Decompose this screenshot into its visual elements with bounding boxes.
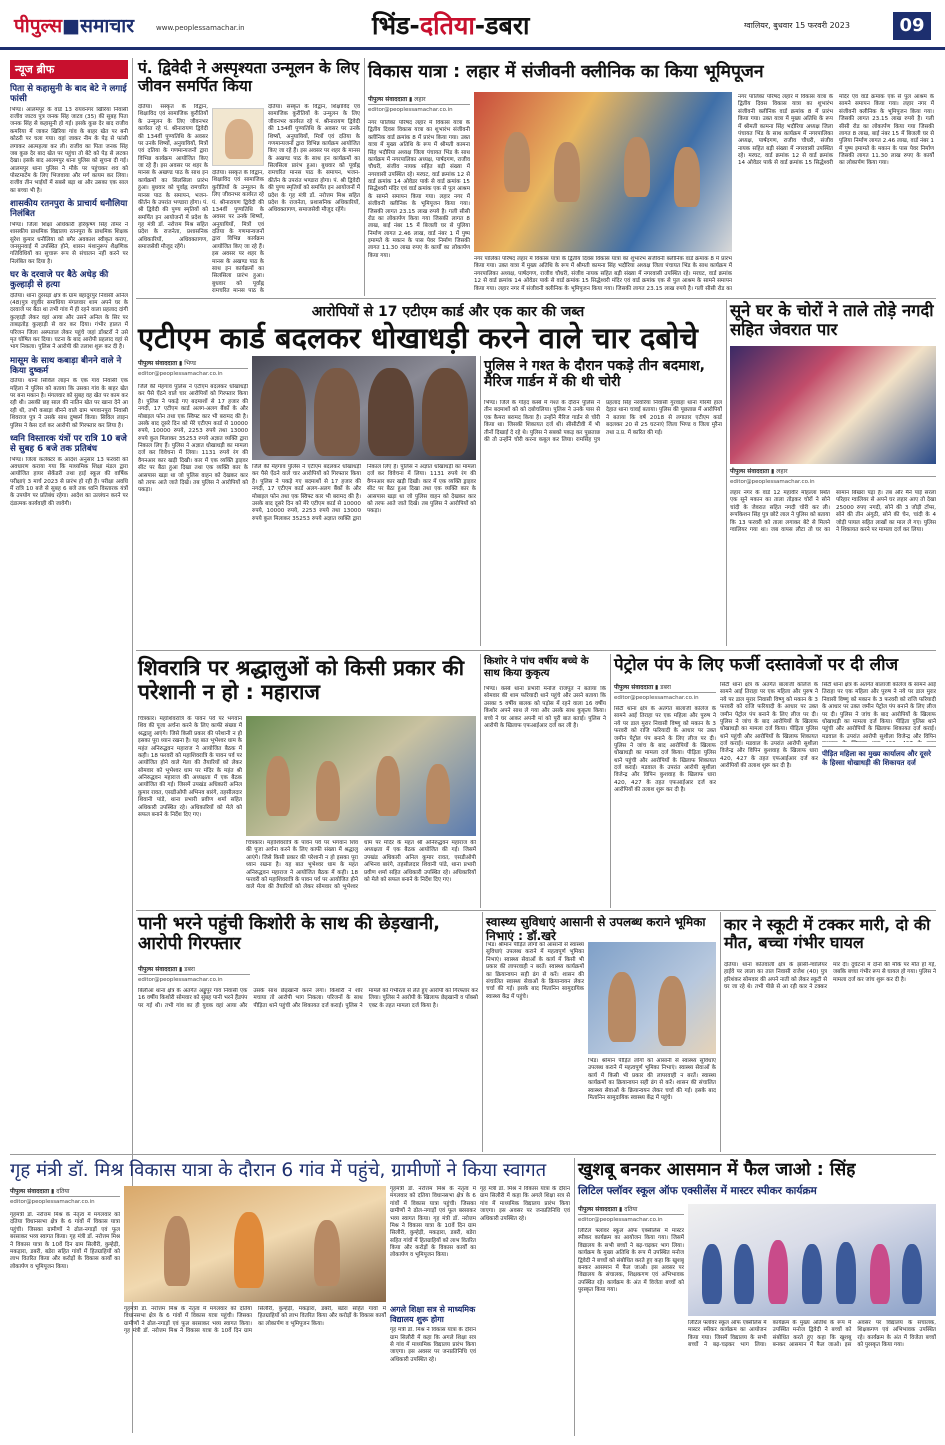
article-headline-petrol: पेट्रोल पंप के लिए फर्जी दस्तावेजों पर दी लीज xyxy=(614,655,899,675)
brief-item xyxy=(10,356,128,430)
column-divider xyxy=(480,654,481,908)
section-divider xyxy=(10,1154,936,1155)
byline-lahar xyxy=(368,94,470,115)
accused-portrait xyxy=(314,368,360,456)
brief-body: भिण्ड। जिला शिक्षा अधिकारी हरिकृष्ण सिंह तोमर ने शासकीय प्राथमिक विद्यालय रतनपुरा के प्राथमिक शिक्षक सुरेश कुमार धनौलिया को बगैर अवकाश स्वीकृत कराए, जनसुनवाई में उपस्थित होने, शासन मंशानुरूप शैक्षणिक गतिविधियों का सुचारू रूप से संचालन नहीं करने पर निलंबित कर दिया है। xyxy=(10,221,128,265)
article-body-khare-col1: भिंड। श्रीमान पीड़ित लोगों को आसानी से स्वास्थ्य सुविधाएं उपलब्ध कराने में महत्वपूर्ण भूमिका निभाएं। स्वास्थ्य सेवाओं के कार्य में किसी भी प्रकार की लापरवाही न बरतें। स्वास्थ्य कार्यक्रमों का क्रियान्वयन सही ढंग से करें। शासन की संचालित स्वास्थ्य सेवाओं के क्रियान्वयन लेकर चर्चा की गई। इसके बाद मितानिन सामुदायिक स्वास्थ्य केंद्र में पहुंचे। xyxy=(486,942,584,1000)
byline-source: पीपुल्स संवाददाता xyxy=(578,1206,618,1213)
brief-headline: शासकीय रतनपुरा के प्राचार्य धनौलिया निलंबित xyxy=(10,199,128,220)
website-url: www.peoplessamachar.in xyxy=(156,24,245,32)
byline-atm xyxy=(138,358,248,379)
column-divider xyxy=(720,912,721,1152)
photo-person xyxy=(504,132,530,192)
byline-source: पीपुल्स संवाददाता xyxy=(138,966,178,973)
brief-body: दतिया। थाना दुरसड़ा क्षेत्र के ग्राम बहादुरपुर निवासी अनिल (48)पुत्र रघुवीर समाधिया मंगलवार शाम अपने घर के दरवाजे पर बैठा था तभी गांव में ही रहने वाला प्रहलाद दांगी कुल्हाड़ी लेकर वहां आया और उसने अनिल के सिर पर ताबड़तोड़ कुल्हाड़ी से वार कर दिया। गंभीर हालत में परिजन जिला अस्पताल लेकर पहुंचे जहां डॉक्टरों ने उसे मृत घोषित कर दिया। घटना के बाद आरोपी प्रहलाद वहां से भाग निकला। पुलिस ने आरोपी की तलाश शुरू कर दी है। xyxy=(10,292,128,351)
brief-item xyxy=(10,270,128,352)
brief-item xyxy=(10,434,128,508)
article-body-kishor: भिण्ड। कस्बे थाना प्रभारी मनोज राजपूत ने बताया कि सोमवार की शाम फरियादी थाने पहुंचे और उसने बताया कि उसका 5 वर्षीय बालक को पड़ोस में रहने वाला 16 वर्षीय किशोर अपने साथ ले गया और उसके साथ कुकृत्य किया। बच्चे ने घर आकर अपनी मां को पूरी बात बताई। पुलिस ने आरोपी के खिलाफ एफआईआर दर्ज कर ली है। xyxy=(484,686,606,729)
article-headline-gohad: पुलिस ने गश्त के दौरान पकड़े तीन बदमाश, मैरिज गार्डन में की थी चोरी xyxy=(484,358,706,391)
article-body-minister-col1: गृहमंत्री डॉ. नरोत्तम मिश्र के नेतृत्व में मंगलवार को दतिया विधानसभा क्षेत्र के 6 गांवों में विकास यात्रा पहुंची। जिसका ग्रामीणों ने ढोल-नगाड़ों एवं फूल बरसाकर भव्य स्वागत किया। गृह मंत्री डॉ. नरोत्तम मिश्र ने विकास यात्रा के 10वें दिन ग्राम सिलौरी, कुम्हेड़ी, मकड़ारा, डबरी, बडेरा सहित गांवों में हितग्राहियों को लाभ वितरित किया और करोड़ों के विकास कार्यों का लोकार्पण व भूमिपूजन किया। xyxy=(10,1212,120,1270)
byline-place: डबरा xyxy=(184,966,195,973)
column-divider xyxy=(726,300,727,646)
dwivedi-portrait xyxy=(212,108,264,166)
article-body-atm-col1: जिले की मेहगांव पुलिस ने एटीएम बदलकर धोखाधड़ी कर पैसे ऐंठने वाले चार आरोपियों को गिरफ्तार किया है। पुलिस ने पकड़े गए बदमाशों से 17 हजार की नगदी, 17 एटीएम कार्ड अलग-अलग बैंकों के और मोबाइल फोन तथा एक स्विफ्ट कार भी बरामद की है। उसके बाद दूसरे दिन को मेरे एटीएम कार्ड से 10000 रुपये, 10000 रुपये, 2253 रुपये तथा 13000 रुपये कुल मिलाकर 35253 रुपये अज्ञात व्यक्ति द्वारा निकाल लिए हैं। पुलिस ने अज्ञात धोखाधड़ी का मामला दर्ज कर विवेचना में लिया। 1131 रुपये रंग की वैगनआर कार खड़ी दिखी। कार में एक व्यक्ति ड्राइवर सीट पर बैठा हुआ दिखा तथा एक व्यक्ति कार के आसपास खड़ा था जो पुलिस वाहन को देखकर कार को तरफ आते जाते दिखे। तब पुलिस ने आरोपियों को पकड़ा। xyxy=(138,384,248,494)
article-body-dwivedi-col3: दतिया। संस्कृत के विद्वान, शिक्षाविद एवं सामाजिक कुरीतियों के उन्मूलन के लिए जीवनभर कार्यरत रहे पं. श्रीनारायण द्विवेदी की 134वीं पुण्यतिथि के अवसर पर उनके शिष्यों, अनुयायियों, मित्रों एवं दतिया के गणमान्यजनों द्वारा विभिन्न कार्यक्रम आयोजित किए जा रहे हैं। इस अवसर पर शहर के मानस के अखण्ड पाठ के साथ इन कार्यक्रमों का सिलसिला प्रारंभ हुआ। बुधवार को पूर्वाह्न रामचरित मानस पाठ के समापन, भजन-कीर्तन के उपरांत भण्डारा होगा। पं. श्री द्विवेदी की पुण्य स्मृतियों को समर्पित इन आयोजनों में प्रदेश के गृह मंत्री डॉ. नरोत्तम मिश्र सहित प्रदेश के राजनेता, प्रशासनिक अधिकारियों, अधिवक्तागण, समाजसेवी मौजूद रहेंगे। xyxy=(268,104,360,214)
brief-item xyxy=(10,199,128,266)
byline-email: editor@peoplessamachar.co.in xyxy=(10,1199,95,1205)
newspaper-logo: पीपुल्स■समाचार xyxy=(14,15,134,37)
edition-part-a: भिंड- xyxy=(372,11,420,40)
article-body-dwivedi-col1: दतिया। संस्कृत के विद्वान, शिक्षाविद एवं सामाजिक कुरीतियों के उन्मूलन के लिए जीवनभर कार्यरत रहे पं. श्रीनारायण द्विवेदी की 134वीं पुण्यतिथि के अवसर पर उनके शिष्यों, अनुयायियों, मित्रों एवं दतिया के गणमान्यजनों द्वारा विभिन्न कार्यक्रम आयोजित किए जा रहे हैं। इस अवसर पर शहर के मानस के अखण्ड पाठ के साथ इन कार्यक्रमों का सिलसिला प्रारंभ हुआ। बुधवार को पूर्वाह्न रामचरित मानस पाठ के समापन, भजन-कीर्तन के उपरांत भण्डारा होगा। पं. श्री द्विवेदी की पुण्य स्मृतियों को समर्पित इन आयोजनों में प्रदेश के गृह मंत्री डॉ. नरोत्तम मिश्र सहित प्रदेश के राजनेता, प्रशासनिक अधिकारियों, अधिवक्तागण, समाजसेवी मौजूद रहेंगे। xyxy=(138,104,208,251)
byline-place: लहार xyxy=(776,468,788,475)
article-body-theft: लहार नगर के वार्ड 12 महावीर मोहल्ला स्थित एक सूने मकान का ताला तोड़कर चोरों ने सोने चांदी के जेवरात सहित नगदी चोरी कर ली। रूपकिशन सिंह पुत्र छोटे लाल ने पुलिस को बताया कि 13 फरवरी को ताला लगाकर बेटे से मिलने ग्वालियर गया था। जब वापस लौटा तो घर का सामान बिखरा पड़ा है। तब और मैंने पाई सरला परिहार ग्वालियर से अपने घर लहार आए तो देखा 25000 रुपए नगदी, सोने की 3 जोड़ी टॉप्स, सोने की तीन अंगूठी, सोने की चेन, चांदी के 4 जोड़ी पायल सहित लाखों का माल ले गए। पुलिस ने शिकायत करने पर मामला दर्ज कर लिया। xyxy=(730,490,936,533)
byline-email: editor@peoplessamachar.co.in xyxy=(138,977,223,983)
logo-part-a: पीपुल्स xyxy=(14,15,63,37)
byline-source: पीपुल्स संवाददाता xyxy=(730,468,770,475)
article-body-petrol-col1: सिटी थाना क्षेत्र के अंतर्गत बालाजी कॉलेज के सामने आई तिराहा पर एक महिला और पुरुष ने नये पर डाल मुरार निवासी विष्णु को मकान के 3 फरवरी को राजि फरियादी के आधार पर उक्त जमीन पेट्रोल पंप बनाने के लिए लीज पर दी। पुलिस ने जांच के बाद आरोपियों के खिलाफ धोखाधड़ी का मामला दर्ज किया। पीड़िता पुलिस थाने पहुंची और आरोपियों के खिलाफ शिकायत दर्ज कराई। मडवाल के उपरांत आरोपी सुशीला विजेन्द्र और विपिन कुशवाह के खिलाफ धारा 420, 427 के तहत एफआईआर दर्ज कर आरोपियों की तलाश शुरू कर दी है। xyxy=(614,706,716,794)
photo-person xyxy=(164,1216,190,1286)
photo-person xyxy=(674,147,700,207)
school-event-photo xyxy=(688,1204,936,1316)
photo-person xyxy=(624,137,650,197)
article-headline-shivratri: शिवरात्रि पर श्रद्धालुओं को किसी प्रकार की परेशानी न हो : महाराज xyxy=(138,656,465,705)
column-divider xyxy=(480,356,481,646)
article-body-shivratri-col1: चित्रकार। महाशिवरात्रि के पावन पर्व पर भगवान शिव की पूजा अर्चना करने के लिए काफी संख्या में श्रद्धालु आएंगे। जिसे किसी प्रकार की परेशानी न हो इसका पूरा ध्यान रखना है। यह बात भूभेश्वर धाम के महंत अनिरुद्धवन महाराज ने आयोजित बैठक में कही। 18 फरवरी को महाशिवरात्रि के पावन पर्व पर आयोजित होने वाले मेला की तैयारियों को लेकर सोमवार को भूभेश्वर धाम पर मंदिर के महंत श्री अनिरुद्धवन महाराज की अध्यक्षता में एक बैठक आयोजित की गई। जिसमें उपखंड अधिकारी अनिल कुमार रावत, एसडीओपी अभिनव बारंगे, तहसीलदार शिवानी पांडे, थाना प्रभारी प्रवीण शर्मा सहित अधिकारी उपस्थित रहे। अधिकारियों को मेले को सफल बनाने के निर्देश दिए गए। xyxy=(138,716,242,818)
photo-person xyxy=(836,1242,856,1304)
shivratri-meeting-photo xyxy=(246,716,476,836)
photo-person xyxy=(426,764,450,824)
edition-part-b: दतिया xyxy=(419,11,475,40)
article-body-gohad: भिण्ड। जिले के गोहद कस्बे में गश्त के दौरान पुलिस ने तीन बदमाशों को को दबोचलिया। पुलिस ने उनके पास से एक कैमरा बरामद किया है। उन्होंने मैरिज गार्डन से चोरी किया था। जिसकी शिकायत दर्ज थी। सीसीटीवी में भी तीनों दिखाई दे रहे थे। पुलिस ने सबको पकड़ कर पूछताछ की तो उन्होंने चोरी करना कबूल कर लिया। रामसिंह पुत्र प्रहलाद सिंह नरवरिया निवासी गुरवाहा थाना गोरमी हाल देहात थाना चावई बताया। पुलिस की पूछताछ में आरोपियों ने बताया कि वर्ष 2018 से लगातार एटीएम कार्ड बदलकर 20 से 25 घटनाएं जिला भिण्ड व जिला मुरैना तथा उ.प्र. में कारित की गई। xyxy=(484,400,722,443)
byline: पीपुल्स संवाददाता ▮ भिण्ड xyxy=(138,358,248,369)
brief-body: भिण्ड। आलमपुर के वार्ड 13 रायवनगर खिरिया निवासी राजीव जाटव पुत्र जनक सिंह जाटव (35) की सुबह पिता जनक सिंह से कहासुनी हो गई। इसके कुछ देर बाद राजीव कमरिया में जाकर खिरिया गांव के बाहर खेत पर बनी कोठरी पर चला गया। वहां जाकर नीम के पेड़ से फांसी लगाकर आत्महत्या कर ली। राजीव का पिता जनक सिंह जब कुछ देर बाद खेत पर पहुंचा तो बेटे को पेड़ से लटका देखा। इसके बाद आलमपुर थाना पुलिस को सूचना दी गई। आलमपुर थाना पुलिस ने मौके पर पहुंचकर शव को पोस्टमार्टम के लिए भिजवाया और मर्ग कायम कर लिया। राजीव तीन भाईयों में सबसे बड़ा था और उसका एक साल का बच्चा भी है। xyxy=(10,106,128,194)
lahar-event-photo xyxy=(474,92,732,252)
article-body-minister-col4: गृह मंत्री डॉ. मिश्र ने विकास यात्रा के दौरान ग्राम सिलौरी में कहा कि अगले शिक्षा सत्र से गांव में माध्यमिक विद्यालय प्रारंभ किया जाएगा। इस अवसर पर जनप्रतिनिधि एवं अधिकारी उपस्थित रहे। xyxy=(480,1186,570,1222)
photo-person xyxy=(902,1244,922,1304)
minister-sub-body: गृह मंत्री डॉ. मिश्र ने विकास यात्रा के दौरान ग्राम सिलौरी में कहा कि अगले शिक्षा सत्र से गांव में माध्यमिक विद्यालय प्रारंभ किया जाएगा। इस अवसर पर जनप्रतिनिधि एवं अधिकारी उपस्थित रहे। xyxy=(390,1327,476,1363)
page-number: 09 xyxy=(893,12,931,40)
article-subheadline-school: लिटिल फ्लॉवर स्कूल ऑफ एक्सीलेंस में मास्टर स्पीकर कार्यक्रम xyxy=(578,1185,817,1197)
article-body-school-col1: लिटिल फ्लॉवर स्कूल ऑफ एक्सीलेंस में मास्टर स्पीकर कार्यक्रम का आयोजन किया गया। जिसमें विद्यालय के सभी बच्चों ने बढ़-चढ़कर भाग लिया। कार्यक्रम के मुख्य अतिथि के रूप में उपस्थित मनोज द्विवेदी ने बच्चों को संबोधित करते हुए कहा कि खुशबू बनकर आसमान में फैल जाओ। इस अवसर पर विद्यालय के संचालक, शिक्षकगण एवं अभिभावक उपस्थित रहे। कार्यक्रम के अंत में विजेता बच्चों को पुरस्कृत किया गया। xyxy=(578,1228,684,1293)
article-body-khare-col2: भिंड। श्रीमान पीड़ित लोगों को आसानी से स्वास्थ्य सुविधाएं उपलब्ध कराने में महत्वपूर्ण भूमिका निभाएं। स्वास्थ्य सेवाओं के कार्य में किसी भी प्रकार की लापरवाही न बरतें। स्वास्थ्य कार्यक्रमों का क्रियान्वयन सही ढंग से करें। शासन की संचालित स्वास्थ्य सेवाओं के क्रियान्वयन लेकर चर्चा की गई। इसके बाद मितानिन सामुदायिक स्वास्थ्य केंद्र में पहुंचे। xyxy=(588,1058,716,1101)
section-divider xyxy=(136,298,936,299)
photo-person xyxy=(266,756,290,816)
byline-place: दतिया xyxy=(624,1206,638,1213)
news-brief-tag: न्यूज ब्रीफ xyxy=(10,60,128,79)
photo-person xyxy=(802,1244,822,1304)
byline-place: डबरा xyxy=(660,684,671,691)
byline: पीपुल्स संवाददाता ▮ दतिया xyxy=(10,1186,120,1197)
article-headline-kishori: पानी भरने पहुंची किशोरी के साथ की छेड़खानी, आरोपी गिरफ्तार xyxy=(138,914,440,955)
byline-petrol xyxy=(614,682,716,703)
byline-place: लहार xyxy=(414,96,426,103)
article-body-accident: दतिया। थाना कोतवाली क्षेत्र के झांसी-ग्वालियर हाईवे पर लाला का ताल निवासी राजेश (40) पुत्र हरिशंकर सोमवार की अपने नाती को लेकर स्कूटी से घर जा रहे थे। तभी पीछे से आ रही कार ने टक्कर मार दी। दुर्घटना में दोनों की मौके पर मौत हो गई, जबकि बच्चा गंभीर रूप से घायल हो गया। पुलिस ने मामला दर्ज कर जांच शुरू कर दी है। xyxy=(724,962,936,991)
brief-body: भिण्ड। जिला कलेक्टर के आदेश अनुसार 13 फरवरी को अवधारण कराया गया कि माध्यमिक शिक्षा मंडल द्वारा आयोजित हायर सेकेंडरी तथा हाई स्कूल की वार्षिक परीक्षाएं 3 मार्च 2023 से प्रारंभ हो रही हैं। परीक्षा अवधि में रात्रि 10 बजे से सुबह 6 बजे तक ध्वनि विस्तारक यंत्रों के उपयोग पर प्रतिबंध रहेगा। आदेश का उल्लंघन करने पर दंडात्मक कार्यवाही की जावेगी। xyxy=(10,456,128,507)
petrol-sidebar-text: पीड़ित महिला का मुख्य कार्यालय और दूसरे के हिस्सा धोखाधड़ी की शिकायत दर्ज xyxy=(822,746,936,768)
photo-person xyxy=(734,1244,754,1304)
article-body-minister-col2: गृहमंत्री डॉ. नरोत्तम मिश्र के नेतृत्व में मंगलवार को दतिया विधानसभा क्षेत्र के 6 गांवों में विकास यात्रा पहुंची। जिसका ग्रामीणों ने ढोल-नगाड़ों एवं फूल बरसाकर भव्य स्वागत किया। गृह मंत्री डॉ. नरोत्तम मिश्र ने विकास यात्रा के 10वें दिन ग्राम सिलौरी, कुम्हेड़ी, मकड़ारा, डबरी, बडेरा सहित गांवों में हितग्राहियों को लाभ वितरित किया और करोड़ों के विकास कार्यों का लोकार्पण व भूमिपूजन किया। xyxy=(124,1306,386,1335)
accused-portrait xyxy=(422,368,468,456)
photo-person xyxy=(554,142,580,202)
byline-place: दतिया xyxy=(56,1188,70,1195)
column-divider xyxy=(574,1158,575,1436)
photo-person xyxy=(234,1212,264,1288)
article-headline-accident: कार ने स्कूटी में टक्कर मारी, दो की मौत, बच्चा गंभीर घायल xyxy=(724,915,931,953)
dateline: ग्वालियर, बुधवार 15 फरवरी 2023 xyxy=(744,21,850,30)
brief-headline: घर के दरवाजे पर बैठे अधेड़ की कुल्हाड़ी से हत्या xyxy=(10,270,109,291)
photo-person xyxy=(316,761,340,821)
brief-headline: मासूम के साथ कबाड़ा बीनने वाले ने किया दुष्कर्म xyxy=(10,355,122,376)
photo-person xyxy=(702,1244,722,1304)
byline-source: पीपुल्स संवाददाता xyxy=(368,96,408,103)
byline: पीपुल्स संवाददाता ▮ दतिया xyxy=(578,1204,684,1215)
photo-person xyxy=(870,1244,890,1304)
article-body-petrol-col2: सिटी थाना क्षेत्र के अंतर्गत बालाजी कॉलेज के सामने आई तिराहा पर एक महिला और पुरुष ने नये पर डाल मुरार निवासी विष्णु को मकान के 3 फरवरी को राजि फरियादी के आधार पर उक्त जमीन पेट्रोल पंप बनाने के लिए लीज पर दी। पुलिस ने जांच के बाद आरोपियों के खिलाफ धोखाधड़ी का मामला दर्ज किया। पीड़िता पुलिस थाने पहुंची और आरोपियों के खिलाफ शिकायत दर्ज कराई। मडवाल के उपरांत आरोपी सुशीला विजेन्द्र और विपिन कुशवाह के खिलाफ धारा 420, 427 के तहत एफआईआर दर्ज कर आरोपियों की तलाश शुरू कर दी है। xyxy=(720,682,818,770)
photo-person xyxy=(376,756,400,816)
byline-place: भिण्ड xyxy=(184,360,197,367)
column-divider xyxy=(610,654,611,908)
article-body-lahar-col1: नगर पालिका परिषद लहार में विकास यात्रा के द्वितीय दिवस विकास यात्रा का शुभारंभ संजीवनी क्लीनिक वार्ड क्रमांक 8 में प्रारंभ किया गया। उक्त यात्रा में मुख्य अतिथि के रूप में श्रीमती कामना सिंह भदौरिया अध्यक्ष जिला पंचायत भिंड के साथ कार्यक्रम में नगरपालिका अध्यक्ष, पार्षदगण, राजीव चौधरी, संजीव नायक सहित बड़ी संख्या में नगरवासी उपस्थित रहे। मरघट, वार्ड क्रमांक 12 से वार्ड क्रमांक 14 ओवेडर पार्क से वार्ड क्रमांक 15 सिद्धेश्वरी मंदिर एवं वार्ड क्रमांक एक से पुल आश्रम के सामने समापन किया गया। लहार नगर में संजीवनी क्लीनिक के भूमिपूजन किया गया। जिसकी लागत 23.15 लाख रुपये है। गली सीसी रोड का लोकार्पण किया गया जिसकी लागत 8 लाख, बाई नंबर 15 में बिजली घर से पुलिया निर्माण लागत 2.46 लाख, वार्ड नंबर 1 में पुष्प इमामते के मकान के पास पेवर निर्माण जिसकी लागत 11.30 लाख रुपए के कार्यों का लोकार्पण किया गया। xyxy=(368,120,470,259)
article-headline-minister: गृह मंत्री डॉ. मिश्र विकास यात्रा के दौरान 6 गांव में पहुंचे, ग्रामीणों ने किया स्वागत xyxy=(10,1160,547,1181)
article-body-lahar-caption: नगर पालिका परिषद लहार में विकास यात्रा के द्वितीय दिवस विकास यात्रा का शुभारंभ संजीवनी क्लीनिक वार्ड क्रमांक 8 में प्रारंभ किया गया। उक्त यात्रा में मुख्य अतिथि के रूप में श्रीमती कामना सिंह भदौरिया अध्यक्ष जिला पंचायत भिंड के साथ कार्यक्रम में नगरपालिका अध्यक्ष, पार्षदगण, राजीव चौधरी, संजीव नायक सहित बड़ी संख्या में नगरवासी उपस्थित रहे। मरघट, वार्ड क्रमांक 12 से वार्ड क्रमांक 14 ओवेडर पार्क से वार्ड क्रमांक 15 सिद्धेश्वरी मंदिर एवं वार्ड क्रमांक एक से पुल आश्रम के सामने समापन किया गया। लहार नगर में संजीवनी क्लीनिक के भूमिपूजन किया गया। जिसकी लागत 23.15 लाख रुपये है। गली सीसी रोड का xyxy=(474,256,732,292)
article-body-atm-col2: जिले की मेहगांव पुलिस ने एटीएम बदलकर धोखाधड़ी कर पैसे ऐंठने वाले चार आरोपियों को गिरफ्तार किया है। पुलिस ने पकड़े गए बदमाशों से 17 हजार की नगदी, 17 एटीएम कार्ड अलग-अलग बैंकों के और मोबाइल फोन तथा एक स्विफ्ट कार भी बरामद की है। उसके बाद दूसरे दिन को मेरे एटीएम कार्ड से 10000 रुपये, 10000 रुपये, 2253 रुपये तथा 13000 रुपये कुल मिलाकर 35253 रुपये अज्ञात व्यक्ति द्वारा निकाल लिए हैं। पुलिस ने अज्ञात धोखाधड़ी का मामला दर्ज कर विवेचना में लिया। 1131 रुपये रंग की वैगनआर कार खड़ी दिखी। कार में एक व्यक्ति ड्राइवर सीट पर बैठा हुआ दिखा तथा एक व्यक्ति कार के आसपास खड़ा था जो पुलिस वाहन को देखकर कार को तरफ आते जाते दिखे। तब पुलिस ने आरोपियों को पकड़ा। xyxy=(252,464,476,522)
byline: पीपुल्स संवाददाता ▮ डबरा xyxy=(138,964,250,975)
byline-school xyxy=(578,1204,684,1225)
theft-scene-photo xyxy=(730,346,936,464)
article-body-kishori: बिलौआ थाना क्षेत्र के अंतर्गत अड्डूपुर गांव निवासी एक 16 वर्षीय किशोरी सोमवार को सुबह पानी भरने हैंडपंप पर गई थी। तभी गांव का ही युवक वहां आया और उसके साथ छेड़खानी करने लगा। किशोरी ने शोर मचाया तो आरोपी भाग निकला। परिजनों के साथ पीड़िता थाने पहुंची और शिकायत दर्ज कराई। पुलिस ने मामले को गंभीरता से लेते हुए आरोपी को गिरफ्तार कर लिया। पुलिस ने आरोपी के खिलाफ छेड़खानी व पॉक्सो एक्ट के तहत मामला दर्ज किया है। xyxy=(138,988,478,1009)
photo-person xyxy=(768,1240,788,1304)
photo-person xyxy=(608,972,636,1042)
byline-email: editor@peoplessamachar.co.in xyxy=(578,1217,663,1223)
article-headline-khare: स्वास्थ्य सुविधाएं आसानी से उपलब्ध कराने भूमिका निभाएं : डॉ.खरे xyxy=(486,915,706,943)
byline: पीपुल्स संवाददाता ▮ डबरा xyxy=(614,682,716,693)
logo-part-b: समाचार xyxy=(80,15,134,37)
khare-photo xyxy=(588,942,716,1054)
column-divider xyxy=(482,912,483,1152)
brief-item xyxy=(10,84,128,195)
brief-body: दतिया। थाना सिविल लाइन के एक गांव निवासी एक महिला ने पुलिस को बताया कि उसका गांव के बाहर खेत पर बना मकान है। मंगलवार को सुबह वह खेत पर काम कर रही थी। उसकी छह साल की नातिन खेत पर खाना देने आ रही थी, तभी कबाड़ा बीनने वाले ग्राम भगवानपुरा निवासी शिवराज पुत्र ने उसके साथ दुष्कर्म किया। सिविल लाइन पुलिस ने केस दर्ज कर आरोपी को गिरफ्तार कर लिया है। xyxy=(10,378,128,429)
article-headline-theft: सूने घर के चोरों ने ताले तोड़े नगदी सहित जेवरात पार xyxy=(730,301,934,339)
brief-headline: पिता से कहासुनी के बाद बेटे ने लगाई फांसी xyxy=(10,84,127,105)
article-body-petrol-col3: सिटी थाना क्षेत्र के अंतर्गत बालाजी कॉलेज के सामने आई तिराहा पर एक महिला और पुरुष ने नये पर डाल मुरार निवासी विष्णु को मकान के 3 फरवरी को राजि फरियादी के आधार पर उक्त जमीन पेट्रोल पंप बनाने के लिए लीज पर दी। पुलिस ने जांच के बाद आरोपियों के खिलाफ धोखाधड़ी का मामला दर्ज किया। पीड़िता पुलिस थाने पहुंची और आरोपियों के खिलाफ शिकायत दर्ज कराई। मडवाल के उपरांत आरोपी सुशीला विजेन्द्र और विपिन xyxy=(822,682,936,740)
article-headline-dwivedi: पं. द्विवेदी ने अस्पृश्यता उन्मूलन के लिए जीवन समर्पित किया xyxy=(138,59,360,95)
byline: पीपुल्स संवाददाता ▮ लहार xyxy=(730,466,936,477)
article-headline-atm: एटीएम कार्ड बदलकर धोखाधड़ी करने वाले चार दबोचे xyxy=(138,321,698,355)
section-divider xyxy=(136,910,936,911)
petrol-sidebar xyxy=(822,682,936,906)
photo-person xyxy=(658,976,686,1046)
section-divider xyxy=(136,650,936,651)
photo-person xyxy=(314,1220,340,1286)
atm-kicker: आरोपियों से 17 एटीएम कार्ड और एक कार की जब्त xyxy=(311,304,585,320)
byline-email: editor@peoplessamachar.co.in xyxy=(368,107,453,113)
minister-subheadline: अगले शिक्षा सत्र से माध्यमिक विद्यालय शुरू होगा xyxy=(390,1305,476,1324)
masthead xyxy=(0,0,945,50)
byline: पीपुल्स संवाददाता ▮ लहार xyxy=(368,94,470,105)
byline-kishori xyxy=(138,964,250,985)
column-divider xyxy=(364,58,365,296)
article-body-minister-col3: गृहमंत्री डॉ. नरोत्तम मिश्र के नेतृत्व में मंगलवार को दतिया विधानसभा क्षेत्र के 6 गांवों में विकास यात्रा पहुंची। जिसका ग्रामीणों ने ढोल-नगाड़ों एवं फूल बरसाकर भव्य स्वागत किया। गृह मंत्री डॉ. नरोत्तम मिश्र ने विकास यात्रा के 10वें दिन ग्राम सिलौरी, कुम्हेड़ी, मकड़ारा, डबरी, बडेरा सहित गांवों में हितग्राहियों को लाभ वितरित किया और करोड़ों के विकास कार्यों का लोकार्पण व भूमिपूजन किया। xyxy=(390,1186,476,1259)
accused-photos xyxy=(252,356,476,460)
byline-minister xyxy=(10,1186,120,1207)
edition-part-c: -डबरा xyxy=(474,11,530,40)
byline-source: पीपुल्स संवाददाता xyxy=(614,684,654,691)
brief-headline: ध्वनि विस्तारक यंत्रों पर रात्रि 10 बजे से सुबह 6 बजे तक प्रतिबंध xyxy=(10,433,127,455)
article-body-dwivedi-col2: दतिया। संस्कृत के विद्वान, शिक्षाविद एवं सामाजिक कुरीतियों के उन्मूलन के लिए जीवनभर कार्यरत रहे पं. श्रीनारायण द्विवेदी की 134वीं पुण्यतिथि के अवसर पर उनके शिष्यों, अनुयायियों, मित्रों एवं दतिया के गणमान्यजनों द्वारा विभिन्न कार्यक्रम आयोजित किए जा रहे हैं। इस अवसर पर शहर के मानस के अखण्ड पाठ के साथ इन कार्यक्रमों का सिलसिला प्रारंभ हुआ। बुधवार को पूर्वाह्न रामचरित मानस पाठ के xyxy=(212,170,264,294)
byline-theft xyxy=(730,466,936,487)
accused-portrait xyxy=(260,368,306,456)
byline-email: editor@peoplessamachar.co.in xyxy=(730,479,815,485)
article-body-school-col2: लिटिल फ्लॉवर स्कूल ऑफ एक्सीलेंस में मास्टर स्पीकर कार्यक्रम का आयोजन किया गया। जिसमें विद्यालय के सभी बच्चों ने बढ़-चढ़कर भाग लिया। कार्यक्रम के मुख्य अतिथि के रूप में उपस्थित मनोज द्विवेदी ने बच्चों को संबोधित करते हुए कहा कि खुशबू बनकर आसमान में फैल जाओ। इस अवसर पर विद्यालय के संचालक, शिक्षकगण एवं अभिभावक उपस्थित रहे। कार्यक्रम के अंत में विजेता बच्चों को पुरस्कृत किया गया। xyxy=(688,1320,936,1349)
byline-source: पीपुल्स संवाददाता xyxy=(138,360,178,367)
article-body-shivratri-col2: चित्रकार। महाशिवरात्रि के पावन पर्व पर भगवान शिव की पूजा अर्चना करने के लिए काफी संख्या में श्रद्धालु आएंगे। जिसे किसी प्रकार की परेशानी न हो इसका पूरा ध्यान रखना है। यह बात भूभेश्वर धाम के महंत अनिरुद्धवन महाराज ने आयोजित बैठक में कही। 18 फरवरी को महाशिवरात्रि के पावन पर्व पर आयोजित होने वाले मेला की तैयारियों को लेकर सोमवार को भूभेश्वर धाम पर मंदिर के महंत श्री अनिरुद्धवन महाराज की अध्यक्षता में एक बैठक आयोजित की गई। जिसमें उपखंड अधिकारी अनिल कुमार रावत, एसडीओपी अभिनव बारंगे, तहसीलदार शिवानी पांडे, थाना प्रभारी प्रवीण शर्मा सहित अधिकारी उपस्थित रहे। अधिकारियों को मेले को सफल बनाने के निर्देश दिए गए। xyxy=(246,840,476,891)
article-headline-kishor: किशोर ने पांच वर्षीय बच्चे के साथ किया कुकृत्य xyxy=(484,656,589,679)
article-body-lahar-col3: नगर पालिका परिषद लहार में विकास यात्रा के द्वितीय दिवस विकास यात्रा का शुभारंभ संजीवनी क्लीनिक वार्ड क्रमांक 8 में प्रारंभ किया गया। उक्त यात्रा में मुख्य अतिथि के रूप में श्रीमती कामना सिंह भदौरिया अध्यक्ष जिला पंचायत भिंड के साथ कार्यक्रम में नगरपालिका अध्यक्ष, पार्षदगण, राजीव चौधरी, संजीव नायक सहित बड़ी संख्या में नगरवासी उपस्थित रहे। मरघट, वार्ड क्रमांक 12 से वार्ड क्रमांक 14 ओवेडर पार्क से वार्ड क्रमांक 15 सिद्धेश्वरी मंदिर एवं वार्ड क्रमांक एक से पुल आश्रम के सामने समापन किया गया। लहार नगर में संजीवनी क्लीनिक के भूमिपूजन किया गया। जिसकी लागत 23.15 लाख रुपये है। गली सीसी रोड का लोकार्पण किया गया जिसकी लागत 8 लाख, बाई नंबर 15 में बिजली घर से पुलिया निर्माण लागत 2.46 लाख, वार्ड नंबर 1 में पुष्प इमामते के मकान के पास पेवर निर्माण जिसकी लागत 11.30 लाख रुपए के कार्यों का लोकार्पण किया गया। xyxy=(738,94,934,167)
accused-portrait xyxy=(368,368,414,456)
article-headline-school: खुशबू बनकर आसमान में फैल जाओ : सिंह xyxy=(578,1160,856,1180)
byline-email: editor@peoplessamachar.co.in xyxy=(138,371,223,377)
portrait-face xyxy=(225,119,253,159)
minister-side-column xyxy=(390,1186,476,1434)
byline-email: editor@peoplessamachar.co.in xyxy=(614,695,699,701)
article-headline-lahar: विकास यात्रा : लहार में संजीवनी क्लीनिक का किया भूमिपूजन xyxy=(368,62,764,82)
minister-event-photo xyxy=(124,1186,386,1302)
edition-title xyxy=(372,8,530,42)
byline-source: पीपुल्स संवाददाता xyxy=(10,1188,50,1195)
